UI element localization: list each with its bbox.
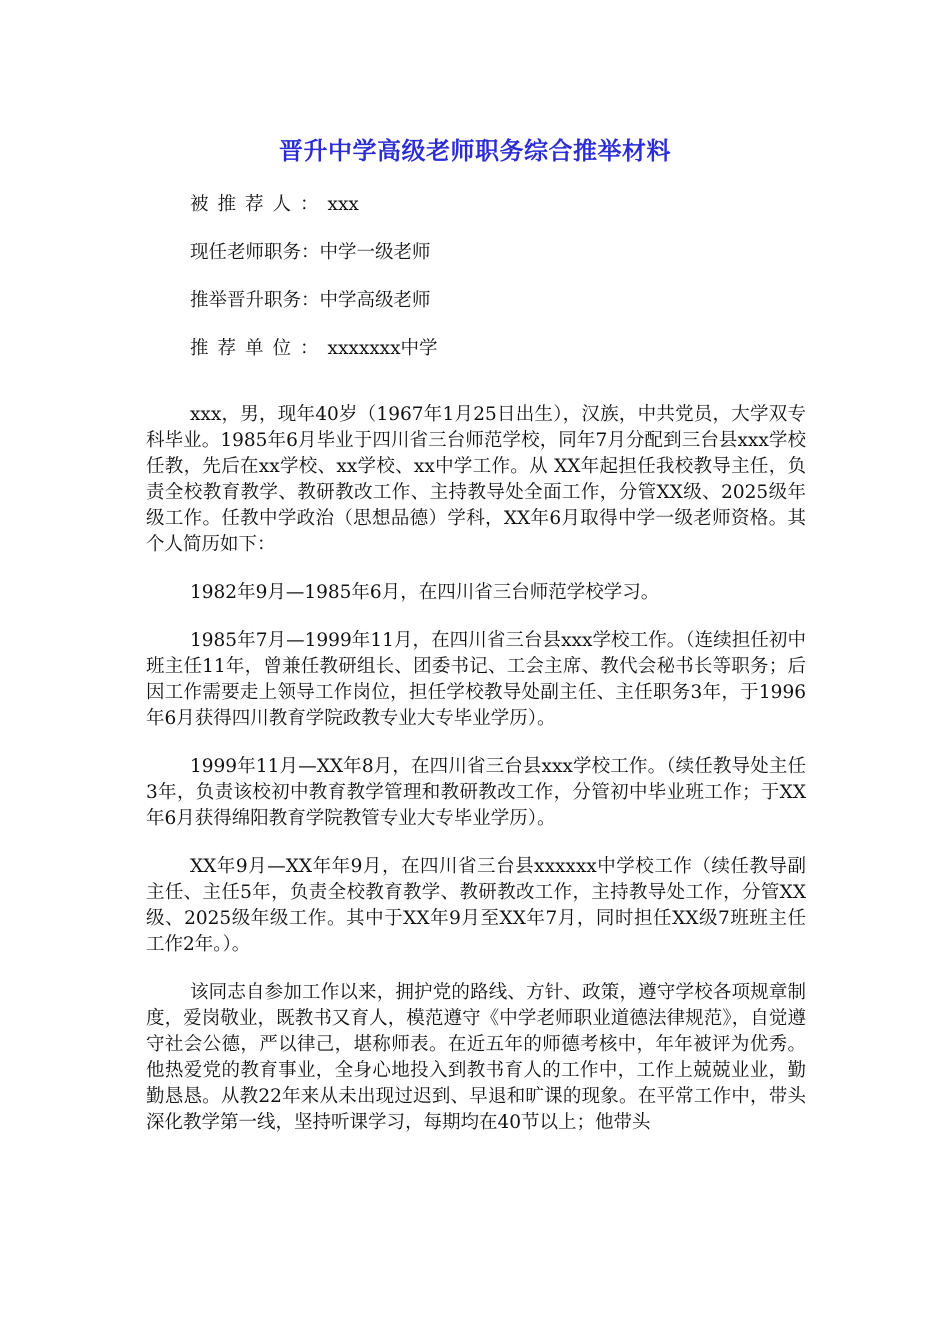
field-value: 中学高级老师 (319, 290, 431, 311)
paragraph-resume-2: 1985年7月—1999年11月，在四川省三台县xxx学校工作。（连续担任初中班主任11年，曾兼任教研组长、团委书记、工会主席、教代会秘书长等职务；后因工作需要走上领导工作岗位，担任学校教导处副主任、主任职务3年，于1996年6月获得四川教育学院政教专业大专毕业学历）。 (146, 630, 806, 729)
field-value: xxxxxxx中学 (327, 338, 438, 359)
paragraph-introduction: xxx，男，现年40岁（1967年1月25日出生），汉族，中共党员，大学双专科毕业。1985年6月毕业于四川省三台师范学校，同年7月分配到三台县xxx学校任教，先后在xx学校、xx学校、xx中学工作。从 XX年起担任我校教导主任，负责全校教育教学、教研教改工作、主持教导处全面工作，分管XX级、2025级年级工作。任教中学政治（思想品德）学科，XX年6月取得中学一级老师资格。其个人简历如下： (146, 404, 806, 555)
field-value: xxx (327, 194, 359, 215)
field-current-position (146, 240, 806, 266)
field-recommendee (146, 192, 806, 218)
field-value: 中学一级老师 (319, 242, 431, 263)
field-label: 推荐单位： (190, 338, 328, 359)
document-body (146, 192, 806, 1158)
paragraph-resume-4: XX年9月—XX年年9月，在四川省三台县xxxxxx中学校工作（续任教导副主任、主任5年，负责全校教育教学、教研教改工作，主持教导处工作，分管XX级、2025级年级工作。其中于XX年9月至XX年7月，同时担任XX级7班班主任工作2年。）。 (146, 856, 806, 955)
field-label: 现任老师职务： (190, 242, 320, 263)
paragraph-resume-3: 1999年11月—XX年8月，在四川省三台县xxx学校工作。（续任教导处主任3年，负责该校初中教育教学管理和教研教改工作，分管初中毕业班工作；于XX年6月获得绵阳教育学院教管专业大专毕业学历）。 (146, 756, 806, 829)
field-recommending-unit (146, 336, 806, 362)
paragraph-evaluation: 该同志自参加工作以来，拥护党的路线、方针、政策，遵守学校各项规章制度，爱岗敬业，既教书又育人，模范遵守《中学老师职业道德法律规范》，自觉遵守社会公德，严以律己，堪称师表。在近五年的师德考核中，年年被评为优秀。他热爱党的教育事业，全身心地投入到教书育人的工作中，工作上兢兢业业，勤勤恳恳。从教22年来从未出现过迟到、早退和旷课的现象。在平常工作中，带头深化教学第一线，坚持听课学习，每期均在40节以上；他带头 (146, 982, 806, 1133)
field-label: 被推荐人： (190, 194, 328, 215)
field-label: 推举晋升职务： (190, 290, 320, 311)
document-title: 晋升中学高级老师职务综合推举材料 (279, 137, 671, 165)
paragraph-resume-1: 1982年9月—1985年6月，在四川省三台师范学校学习。 (190, 582, 660, 603)
field-target-position (146, 288, 806, 314)
spacer (146, 384, 806, 402)
